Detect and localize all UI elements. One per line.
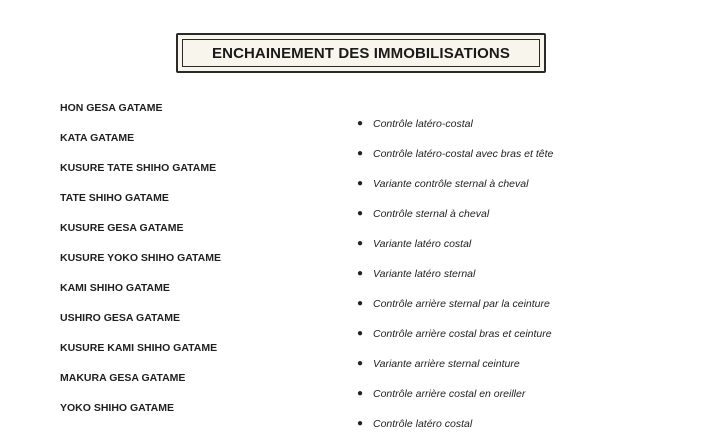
bullet-icon: ●: [357, 418, 364, 429]
bullet-icon: ●: [357, 358, 364, 369]
description-text: Variante latéro sternal: [373, 268, 476, 280]
technique-item: KUSURE TATE SHIHO GATAME: [60, 162, 217, 174]
technique-item: HON GESA GATAME: [60, 102, 163, 114]
bullet-icon: ●: [357, 208, 364, 219]
description-item: [357, 297, 553, 327]
description-item: [357, 117, 553, 147]
description-text: Contrôle latéro costal: [373, 418, 473, 430]
description-item: [357, 327, 553, 357]
bullet-icon: ●: [357, 118, 364, 129]
description-item: [357, 237, 553, 267]
technique-item: MAKURA GESA GATAME: [60, 372, 186, 384]
technique-item: KUSURE GESA GATAME: [60, 222, 184, 234]
technique-item: KATA GATAME: [60, 132, 135, 144]
description-text: Variante latéro costal: [373, 238, 472, 250]
technique-item: TATE SHIHO GATAME: [60, 192, 169, 204]
description-text: Contrôle latéro-costal avec bras et tête: [373, 148, 554, 160]
description-item: [357, 387, 553, 417]
technique-item: KUSURE KAMI SHIHO GATAME: [60, 342, 218, 354]
description-item: [357, 147, 553, 177]
bullet-icon: ●: [357, 388, 364, 399]
description-list: [357, 117, 553, 447]
description-text: Contrôle arrière costal bras et ceinture: [373, 328, 552, 340]
technique-list: [60, 101, 221, 431]
bullet-icon: ●: [357, 328, 364, 339]
technique-item: USHIRO GESA GATAME: [60, 312, 180, 324]
description-text: Variante arrière sternal ceinture: [373, 358, 520, 370]
description-item: [357, 267, 553, 297]
description-text: Variante contrôle sternal à cheval: [373, 178, 529, 190]
bullet-icon: ●: [357, 298, 364, 309]
description-text: Contrôle arrière sternal par la ceinture: [373, 298, 550, 310]
description-text: Contrôle arrière costal en oreiller: [373, 388, 526, 400]
description-text: Contrôle latéro-costal: [373, 118, 473, 130]
bullet-icon: ●: [357, 148, 364, 159]
technique-item: YOKO SHIHO GATAME: [60, 402, 174, 414]
technique-item: KUSURE YOKO SHIHO GATAME: [60, 252, 222, 264]
bullet-icon: ●: [357, 238, 364, 249]
description-item: [357, 207, 553, 237]
title-box: [176, 33, 546, 73]
bullet-icon: ●: [357, 178, 364, 189]
technique-item: KAMI SHIHO GATAME: [60, 282, 170, 294]
description-item: [357, 417, 553, 447]
page-title: ENCHAINEMENT DES IMMOBILISATIONS: [212, 44, 510, 62]
bullet-icon: ●: [357, 268, 364, 279]
description-text: Contrôle sternal à cheval: [373, 208, 490, 220]
description-item: [357, 177, 553, 207]
description-item: [357, 357, 553, 387]
